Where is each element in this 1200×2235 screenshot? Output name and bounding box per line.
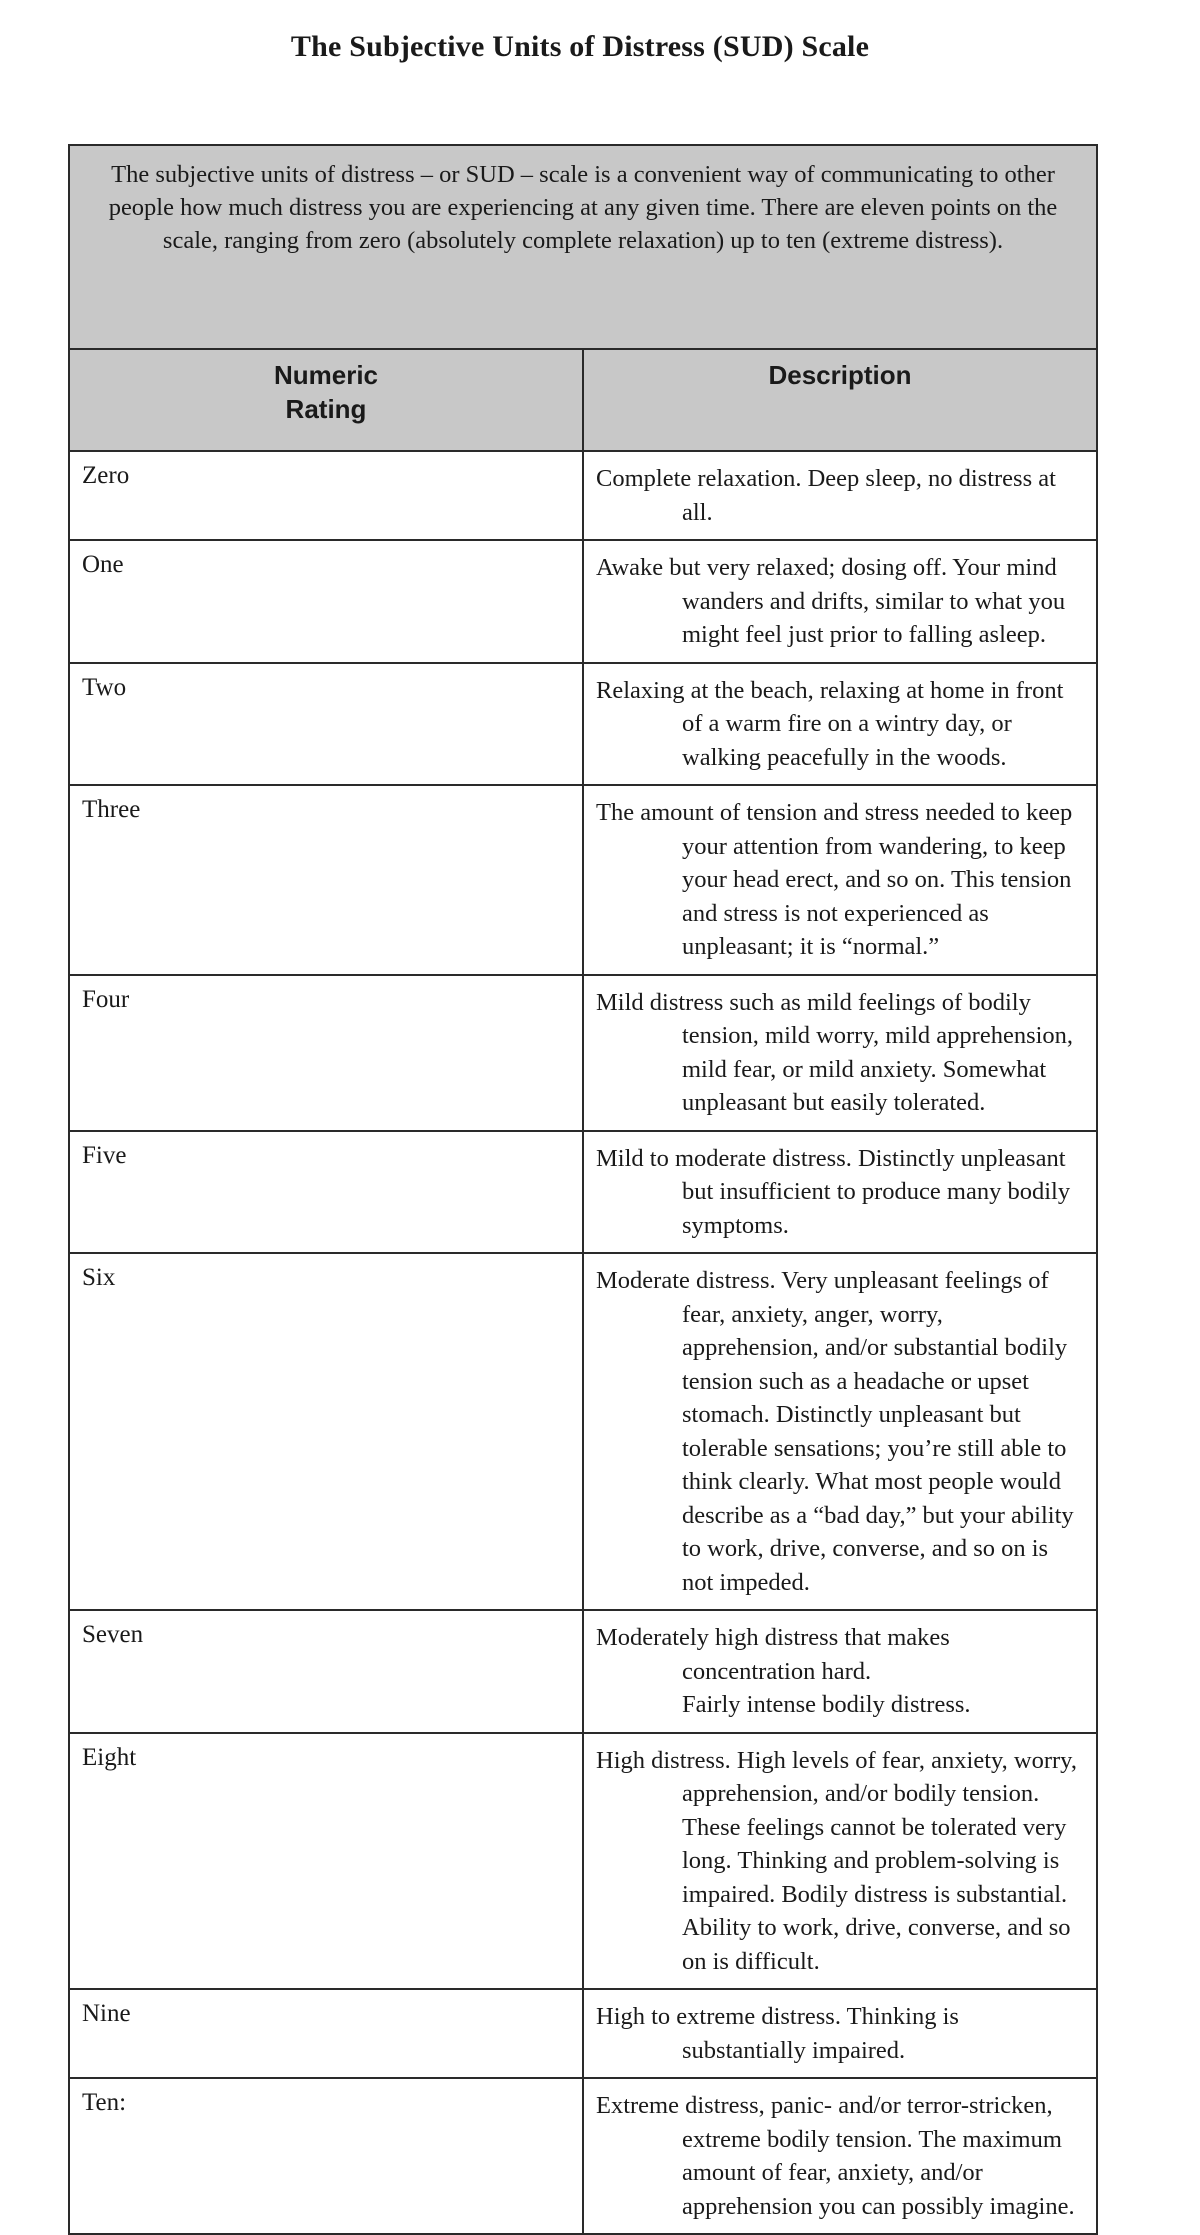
rating-cell: Five [69, 1131, 583, 1254]
description-text: High to extreme distress. Thinking is substantially impaired. [596, 2003, 959, 2064]
table-row [69, 663, 1097, 786]
description-text: Awake but very relaxed; dosing off. Your mind wanders and drifts, similar to what you might feel just prior to falling asleep. [596, 554, 1066, 648]
rating-cell: Nine [69, 1989, 583, 2078]
description-cell [583, 663, 1097, 786]
table-row [69, 1253, 1097, 1610]
description-text: Mild to moderate distress. Distinctly unpleasant but insufficient to produce many bodily symptoms. [596, 1144, 1071, 1239]
description-cell [583, 1610, 1097, 1733]
description-cell [583, 1989, 1097, 2078]
table-row [69, 451, 1097, 540]
intro-text: The subjective units of distress – or SUD – scale is a convenient way of communicating to other people how much distress you are experiencing at any given time. There are eleven points on the scale, ranging from zero (absolutely complete relaxation) up to ten (extreme distress). [69, 145, 1097, 349]
description-header: Description [583, 349, 1097, 451]
description-cell [583, 785, 1097, 975]
numeric-rating-header [69, 349, 583, 451]
sud-scale-table [68, 144, 1098, 2235]
table-row [69, 785, 1097, 975]
rating-cell: One [69, 540, 583, 663]
rating-cell: Two [69, 663, 583, 786]
table-row [69, 1733, 1097, 1990]
table-row [69, 2078, 1097, 2234]
description-text: The amount of tension and stress needed to keep your attention from wandering, to keep your head erect, and so on. This tension and stress is not experienced as unpleasant; it is “normal.” [596, 799, 1073, 960]
rating-cell: Seven [69, 1610, 583, 1733]
rating-cell: Eight [69, 1733, 583, 1990]
description-text: Fairly intense bodily distress. [682, 1691, 971, 1718]
rating-cell: Zero [69, 451, 583, 540]
table-row [69, 1131, 1097, 1254]
rating-cell: Six [69, 1253, 583, 1610]
description-text: Complete relaxation. Deep sleep, no distress at all. [596, 465, 1056, 526]
description-cell [583, 451, 1097, 540]
description-text: Moderately high distress that makes concentration hard. [596, 1624, 950, 1685]
description-cell [583, 540, 1097, 663]
rating-cell: Ten: [69, 2078, 583, 2234]
description-text: Extreme distress, panic- and/or terror-stricken, extreme bodily tension. The maximum amount of fear, anxiety, and/or apprehension you can possibly imagine. [596, 2092, 1075, 2220]
description-cell [583, 975, 1097, 1131]
table-row [69, 1610, 1097, 1733]
description-text: Moderate distress. Very unpleasant feelings of fear, anxiety, anger, worry, apprehension, and/or substantial bodily tension such as a headache or upset stomach. Distinctly unpleasant but tolerable sensations; you’re still able to think clearly. What most people would describe as a “bad day,” but your ability to work, drive, converse, and so on is not impeded. [596, 1267, 1074, 1596]
header-row [69, 349, 1097, 451]
description-text: Relaxing at the beach, relaxing at home in front of a warm fire on a wintry day, or walking peacefully in the woods. [596, 676, 1064, 771]
rating-cell: Four [69, 975, 583, 1131]
description-cell [583, 1253, 1097, 1610]
numeric-header-line1: Numeric [273, 360, 379, 390]
page-title: The Subjective Units of Distress (SUD) Scale [290, 30, 870, 63]
description-text: Mild distress such as mild feelings of bodily tension, mild worry, mild apprehension, mild fear, or mild anxiety. Somewhat unpleasant but easily tolerated. [596, 988, 1074, 1116]
table-row [69, 540, 1097, 663]
description-cell [583, 1131, 1097, 1254]
description-cell [583, 1733, 1097, 1990]
rating-cell: Three [69, 785, 583, 975]
numeric-header-line2: Rating [285, 394, 367, 424]
table-row [69, 1989, 1097, 2078]
description-text: High distress. High levels of fear, anxiety, worry, apprehension, and/or bodily tension. These feelings cannot be tolerated very long. Thinking and problem-solving is impaired. Bodily distress is substantial. Ability to work, drive, converse, and so on is difficult. [596, 1746, 1077, 1975]
intro-row [69, 145, 1097, 349]
table-row [69, 975, 1097, 1131]
description-cell [583, 2078, 1097, 2234]
